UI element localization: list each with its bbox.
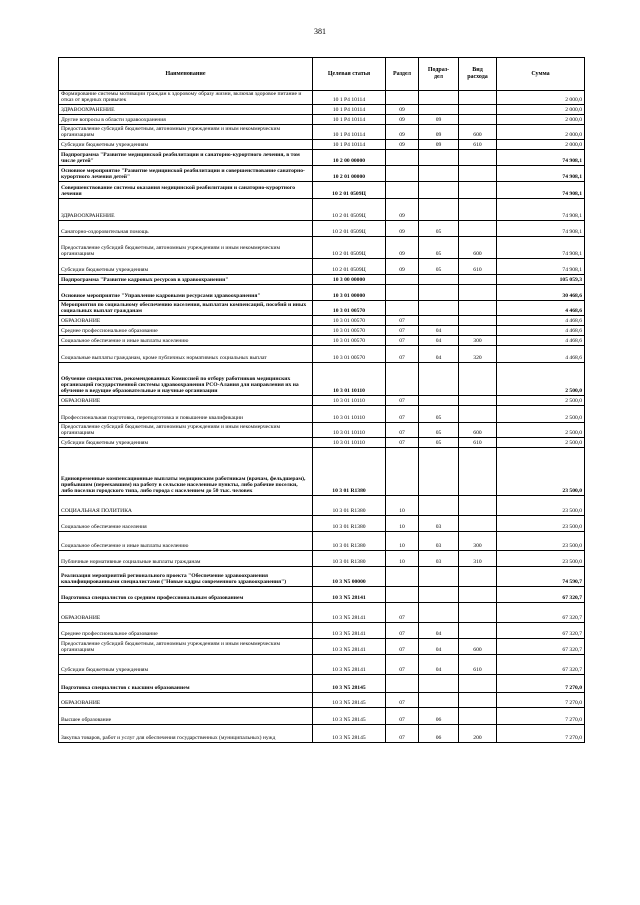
row-target-article: 10 3 01 10110 [313,437,386,447]
row-section: 07 [386,422,419,437]
row-section: 07 [386,325,419,335]
table-row [59,149,585,165]
row-target-article: 10 3 N5 28141 [313,654,386,674]
row-section: 09 [386,124,419,139]
row-subsection [419,274,459,284]
table-row [59,674,585,692]
row-target-article: 10 3 N5 28141 [313,602,386,622]
table-row [59,258,585,274]
row-target-article: 10 3 00 00000 [313,274,386,284]
row-subsection: 05 [419,258,459,274]
row-sum: 4 468,6 [497,315,585,325]
row-subsection [419,104,459,114]
row-name: Закупка товаров, работ и услуг для обеспечения государственных (муниципальных) нужд [59,724,313,742]
row-expense-type [459,707,497,724]
row-target-article: 10 2 01 0509Ц [313,236,386,258]
table-body [59,91,585,743]
row-sum: 23 500,0 [497,531,585,550]
row-sum: 2 000,0 [497,104,585,114]
row-subsection [419,300,459,315]
table-row [59,654,585,674]
row-section: 07 [386,315,419,325]
row-sum: 2 500,0 [497,437,585,447]
row-subsection: 03 [419,515,459,531]
row-target-article: 10 3 01 10110 [313,405,386,422]
row-section [386,181,419,198]
table-row [59,724,585,742]
row-section: 10 [386,515,419,531]
row-name: Среднее профессиональное образование [59,622,313,638]
row-sum: 2 500,0 [497,395,585,405]
row-target-article: 10 3 N5 28141 [313,638,386,654]
row-expense-type: 610 [459,437,497,447]
row-sum: 67 320,7 [497,586,585,602]
row-subsection [419,586,459,602]
row-expense-type: 200 [459,724,497,742]
row-name: Подготовка специалистов со средним профессиональным образованием [59,586,313,602]
row-section: 10 [386,495,419,515]
row-name: Публичные нормативные социальные выплаты гражданам [59,550,313,566]
row-section: 07 [386,692,419,707]
row-sum: 74 908,1 [497,149,585,165]
row-subsection: 09 [419,114,459,124]
row-name: Подготовка специалистов с высшим образованием [59,674,313,692]
row-sum: 4 468,6 [497,325,585,335]
row-section: 07 [386,707,419,724]
table-row [59,165,585,181]
header-subsection: Подраз- дел [419,58,459,91]
row-name: Социальное обеспечение и иные выплаты населению [59,531,313,550]
row-name: Основное мероприятие "Развитие медицинской реабилитации и совершенствование санаторно-курортного лечения детей" [59,165,313,181]
table-row [59,602,585,622]
row-expense-type: 300 [459,531,497,550]
row-subsection: 04 [419,335,459,345]
row-section: 07 [386,724,419,742]
row-target-article: 10 3 01 00570 [313,300,386,315]
row-name: Субсидии бюджетным учреждениям [59,654,313,674]
row-target-article: 10 2 01 0509Ц [313,181,386,198]
table-row [59,586,585,602]
row-expense-type [459,149,497,165]
row-target-article: 10 3 01 00570 [313,345,386,362]
row-name: ОБРАЗОВАНИЕ [59,692,313,707]
row-subsection [419,165,459,181]
header-sum: Сумма [497,58,585,91]
row-subsection [419,91,459,105]
table-row [59,692,585,707]
row-target-article: 10 1 Р4 10114 [313,104,386,114]
table-row [59,91,585,105]
row-subsection [419,198,459,220]
row-name: Мероприятия по социальному обеспечению населения, выплатам компенсаций, пособий и иных социальных выплат гражданам [59,300,313,315]
row-sum: 67 320,7 [497,638,585,654]
row-subsection: 03 [419,531,459,550]
row-sum: 2 000,0 [497,114,585,124]
row-subsection [419,674,459,692]
row-target-article: 10 2 01 00000 [313,165,386,181]
row-target-article: 10 1 Р4 10114 [313,91,386,105]
row-target-article: 10 3 01 R1380 [313,447,386,495]
row-sum: 23 500,0 [497,550,585,566]
row-name: Профессиональная подготовка, переподготовка и повышение квалификации [59,405,313,422]
row-expense-type: 300 [459,335,497,345]
table-row [59,622,585,638]
table-header-row [59,58,585,91]
row-section: 07 [386,335,419,345]
row-section: 07 [386,345,419,362]
row-target-article: 10 3 01 00570 [313,315,386,325]
row-subsection [419,315,459,325]
row-section: 07 [386,638,419,654]
row-subsection [419,447,459,495]
row-section [386,91,419,105]
header-name: Наименование [59,58,313,91]
table-row [59,707,585,724]
row-target-article: 10 3 01 R1380 [313,495,386,515]
table-row [59,114,585,124]
row-expense-type: 600 [459,638,497,654]
table-row [59,315,585,325]
row-subsection [419,181,459,198]
row-expense-type [459,220,497,236]
row-name: ОБРАЗОВАНИЕ [59,602,313,622]
row-subsection: 09 [419,124,459,139]
row-target-article: 10 3 N5 28141 [313,622,386,638]
row-name: ОБРАЗОВАНИЕ [59,315,313,325]
row-expense-type: 320 [459,345,497,362]
row-name: Подпрограмма "Развитие кадровых ресурсов в здравоохранении" [59,274,313,284]
table-row [59,495,585,515]
row-target-article: 10 2 01 0509Ц [313,258,386,274]
row-sum: 74 908,1 [497,236,585,258]
row-expense-type [459,447,497,495]
table-row [59,345,585,362]
row-subsection [419,284,459,300]
row-target-article: 10 2 01 0509Ц [313,220,386,236]
table-row [59,422,585,437]
table-row [59,274,585,284]
row-name: Субсидии бюджетным учреждениям [59,139,313,149]
row-subsection [419,149,459,165]
row-name: Высшее образование [59,707,313,724]
row-subsection [419,495,459,515]
row-target-article: 10 3 N5 28145 [313,724,386,742]
row-target-article: 10 3 01 R1380 [313,550,386,566]
row-subsection: 05 [419,236,459,258]
row-expense-type: 310 [459,550,497,566]
row-expense-type [459,405,497,422]
row-name: Социальное обеспечение населения [59,515,313,531]
row-target-article: 10 1 Р4 10114 [313,114,386,124]
row-expense-type: 600 [459,236,497,258]
row-sum: 7 270,0 [497,724,585,742]
row-expense-type [459,165,497,181]
row-section: 09 [386,236,419,258]
row-target-article: 10 3 01 10110 [313,422,386,437]
row-expense-type [459,395,497,405]
row-expense-type [459,300,497,315]
table-row [59,181,585,198]
row-sum: 74 908,1 [497,220,585,236]
header-target-article: Целевая статья [313,58,386,91]
row-expense-type [459,198,497,220]
row-sum: 105 059,3 [497,274,585,284]
row-sum: 67 320,7 [497,654,585,674]
row-target-article: 10 3 N5 28145 [313,692,386,707]
row-target-article: 10 3 01 00570 [313,335,386,345]
row-expense-type [459,674,497,692]
budget-table [58,57,585,743]
row-name: Другие вопросы в области здравоохранения [59,114,313,124]
row-subsection [419,395,459,405]
row-name: Формирование системы мотивации граждан к здоровому образу жизни, включая здоровое питание и отказ от вредных привычек [59,91,313,105]
row-expense-type [459,284,497,300]
row-name: Предоставление субсидий бюджетным, автономным учреждениям и иным некоммерческим организациям [59,236,313,258]
row-section [386,165,419,181]
table-row [59,139,585,149]
table-row [59,284,585,300]
row-target-article: 10 1 Р4 10114 [313,139,386,149]
row-subsection: 09 [419,139,459,149]
row-section: 10 [386,550,419,566]
row-target-article: 10 1 Р4 10114 [313,124,386,139]
row-expense-type: 610 [459,654,497,674]
row-subsection [419,362,459,395]
row-name: Субсидии бюджетным учреждениям [59,437,313,447]
row-name: Среднее профессиональное образование [59,325,313,335]
row-target-article: 10 3 N5 00000 [313,566,386,586]
row-expense-type [459,586,497,602]
row-sum: 4 468,6 [497,345,585,362]
row-subsection [419,692,459,707]
row-section: 07 [386,622,419,638]
row-section: 09 [386,258,419,274]
row-section [386,566,419,586]
table-row [59,335,585,345]
row-sum: 67 320,7 [497,622,585,638]
row-target-article: 10 3 01 10110 [313,395,386,405]
row-name: Подпрограмма "Развитие медицинской реабилитации и санаторно-курортного лечения, в том числе детей" [59,149,313,165]
row-expense-type [459,274,497,284]
row-section: 07 [386,405,419,422]
row-sum: 2 500,0 [497,422,585,437]
row-sum: 7 270,0 [497,707,585,724]
row-expense-type [459,91,497,105]
row-expense-type [459,495,497,515]
row-name: Единовременные компенсационные выплаты медицинским работникам (врачам, фельдшерам), прибывшим (переехавшим) на работу в сельские населенные пункты, либо рабочие поселки, либо поселки городского типа, либо города с населением до 50 тыс. человек [59,447,313,495]
row-sum: 4 468,6 [497,300,585,315]
row-target-article: 10 3 01 10110 [313,362,386,395]
row-section: 09 [386,139,419,149]
row-section [386,674,419,692]
row-sum: 67 320,7 [497,602,585,622]
row-name: Основное мероприятие "Управление кадровыми ресурсами здравоохранения" [59,284,313,300]
row-subsection: 06 [419,724,459,742]
row-expense-type [459,602,497,622]
row-sum: 74 908,1 [497,198,585,220]
row-name: Предоставление субсидий бюджетным, автономным учреждениям и иным некоммерческим организациям [59,124,313,139]
header-section: Раздел [386,58,419,91]
row-target-article: 10 3 N5 28145 [313,674,386,692]
table-row [59,300,585,315]
header-expense-type: Вид расхода [459,58,497,91]
table-row [59,515,585,531]
table-row [59,124,585,139]
row-subsection: 04 [419,325,459,335]
table-row [59,550,585,566]
row-target-article: 10 3 N5 28145 [313,707,386,724]
table-row [59,198,585,220]
row-section: 09 [386,198,419,220]
table-row [59,395,585,405]
row-section [386,149,419,165]
table-row [59,437,585,447]
row-sum: 74 908,1 [497,165,585,181]
row-expense-type: 600 [459,124,497,139]
row-name: Предоставление субсидий бюджетным, автономным учреждениям и иным некоммерческим организациям [59,422,313,437]
row-section: 07 [386,437,419,447]
row-name: ЗДРАВООХРАНЕНИЕ [59,104,313,114]
row-subsection: 04 [419,622,459,638]
row-section: 09 [386,104,419,114]
row-target-article: 10 2 00 00000 [313,149,386,165]
row-name: Субсидии бюджетным учреждениям [59,258,313,274]
row-expense-type [459,362,497,395]
page-number: 381 [314,27,326,36]
row-section: 07 [386,395,419,405]
row-sum: 2 000,0 [497,139,585,149]
table-row [59,566,585,586]
table-row [59,236,585,258]
row-subsection: 04 [419,654,459,674]
row-sum: 2 000,0 [497,124,585,139]
row-expense-type [459,566,497,586]
row-target-article: 10 3 01 00000 [313,284,386,300]
row-section: 07 [386,654,419,674]
row-subsection [419,602,459,622]
row-subsection: 05 [419,422,459,437]
row-subsection: 04 [419,345,459,362]
row-subsection: 06 [419,707,459,724]
row-sum: 74 590,7 [497,566,585,586]
row-sum: 74 908,1 [497,258,585,274]
row-expense-type [459,622,497,638]
row-section: 09 [386,114,419,124]
row-expense-type [459,181,497,198]
row-expense-type [459,114,497,124]
row-sum: 2 500,0 [497,362,585,395]
row-target-article: 10 3 01 R1380 [313,531,386,550]
row-target-article: 10 3 01 00570 [313,325,386,335]
row-target-article: 10 3 N5 28141 [313,586,386,602]
table-row [59,220,585,236]
row-sum: 30 468,6 [497,284,585,300]
row-section: 09 [386,220,419,236]
row-name: ОБРАЗОВАНИЕ [59,395,313,405]
table-row [59,405,585,422]
row-section [386,300,419,315]
table-row [59,325,585,335]
row-sum: 2 000,0 [497,91,585,105]
row-section [386,284,419,300]
table-row [59,104,585,114]
row-name: Реализация мероприятий регионального проекта "Обеспечение здравоохранения квалифицированными специалистами ("Новые кадры современного здравоохранения") [59,566,313,586]
row-expense-type [459,315,497,325]
row-sum: 2 500,0 [497,405,585,422]
row-subsection: 05 [419,437,459,447]
row-section [386,586,419,602]
row-section [386,274,419,284]
row-expense-type [459,325,497,335]
table-row [59,531,585,550]
row-sum: 74 908,1 [497,181,585,198]
row-section: 07 [386,602,419,622]
row-target-article: 10 3 01 R1380 [313,515,386,531]
row-expense-type [459,692,497,707]
row-name: Санаторно-оздоровительная помощь [59,220,313,236]
row-sum: 23 500,0 [497,495,585,515]
row-name: Предоставление субсидий бюджетным, автономным учреждениям и иным некоммерческим организациям [59,638,313,654]
row-name: Социальное обеспечение и иные выплаты населению [59,335,313,345]
table-row [59,447,585,495]
row-subsection: 05 [419,220,459,236]
row-sum: 23 500,0 [497,515,585,531]
row-sum: 23 500,0 [497,447,585,495]
row-subsection: 05 [419,405,459,422]
row-section [386,362,419,395]
row-expense-type: 610 [459,258,497,274]
row-name: Совершенствование системы оказания медицинской реабилитации и санаторно-курортного лечения [59,181,313,198]
row-section: 10 [386,531,419,550]
row-sum: 7 270,0 [497,692,585,707]
row-name: СОЦИАЛЬНАЯ ПОЛИТИКА [59,495,313,515]
row-sum: 4 468,6 [497,335,585,345]
row-target-article: 10 2 01 0509Ц [313,198,386,220]
row-expense-type [459,104,497,114]
row-name: Социальные выплаты гражданам, кроме публичных нормативных социальных выплат [59,345,313,362]
row-section [386,447,419,495]
row-subsection: 03 [419,550,459,566]
row-name: Обучение специалистов, рекомендованных Комиссией по отбору работников медицинских организаций государственной системы здравоохранения РСО-Алания для направления их на обучение в ведущие образовательные и научные организации [59,362,313,395]
row-name: ЗДРАВООХРАНЕНИЕ [59,198,313,220]
row-expense-type: 610 [459,139,497,149]
table-row [59,638,585,654]
row-sum: 7 270,0 [497,674,585,692]
row-subsection [419,566,459,586]
row-subsection: 04 [419,638,459,654]
table-row [59,362,585,395]
row-expense-type [459,515,497,531]
row-expense-type: 600 [459,422,497,437]
